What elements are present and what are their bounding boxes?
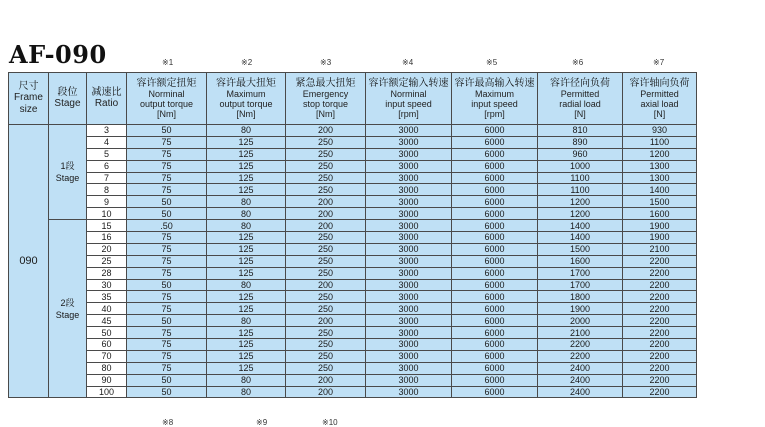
value-cell: 6000 [452, 184, 538, 196]
header-unit: [N] [574, 108, 586, 119]
value-cell: 3000 [366, 374, 452, 386]
header-en: Frame [14, 91, 43, 103]
table-row [9, 315, 697, 327]
value-cell: 80 [207, 125, 286, 137]
value-cell: 6000 [452, 386, 538, 398]
value-cell: 75 [127, 362, 207, 374]
header-ratio [87, 73, 127, 125]
value-cell: 1700 [538, 267, 623, 279]
value-cell: 125 [207, 350, 286, 362]
value-cell: 3000 [366, 160, 452, 172]
value-cell: 75 [127, 339, 207, 351]
value-cell: 3000 [366, 350, 452, 362]
value-cell: 1900 [623, 220, 697, 232]
table-row [9, 196, 697, 208]
value-cell: 75 [127, 327, 207, 339]
header-axial-load [623, 73, 697, 125]
value-cell: 6000 [452, 136, 538, 148]
stage-1-cell [49, 125, 87, 220]
value-cell: 2100 [623, 243, 697, 255]
value-cell: 6000 [452, 303, 538, 315]
note-mark: ※3 [320, 58, 332, 67]
header-zh: 容许额定扭矩 [136, 77, 197, 89]
value-cell: 2200 [623, 327, 697, 339]
value-cell: 250 [286, 160, 366, 172]
value-cell: 3000 [366, 184, 452, 196]
value-cell: 75 [127, 350, 207, 362]
ratio-cell: 30 [87, 279, 127, 291]
note-mark: ※1 [162, 58, 174, 67]
header-zh: 尺寸 [18, 80, 39, 92]
table-row [9, 208, 697, 220]
ratio-cell: 45 [87, 315, 127, 327]
value-cell: 6000 [452, 362, 538, 374]
value-cell: 6000 [452, 160, 538, 172]
header-unit: [Nm] [316, 108, 335, 119]
value-cell: 1200 [538, 208, 623, 220]
value-cell: 3000 [366, 315, 452, 327]
value-cell: 200 [286, 208, 366, 220]
header-stage [49, 73, 87, 125]
value-cell: 80 [207, 208, 286, 220]
value-cell: 3000 [366, 196, 452, 208]
table-row [9, 386, 697, 398]
value-cell: 80 [207, 315, 286, 327]
ratio-cell: 16 [87, 232, 127, 244]
header-max-speed [452, 73, 538, 125]
value-cell: 125 [207, 160, 286, 172]
note-mark: ※8 [162, 418, 174, 427]
table-row [9, 267, 697, 279]
header-en: output torque [139, 98, 194, 109]
value-cell: 2200 [623, 386, 697, 398]
value-cell: 125 [207, 136, 286, 148]
table-row [9, 279, 697, 291]
header-en: output torque [219, 98, 273, 109]
value-cell: 1500 [538, 243, 623, 255]
value-cell: 75 [127, 232, 207, 244]
value-cell: 50 [127, 125, 207, 137]
value-cell: 2200 [623, 303, 697, 315]
value-cell: 1200 [623, 148, 697, 160]
value-cell: 3000 [366, 327, 452, 339]
value-cell: 3000 [366, 291, 452, 303]
stage-label-en: Stage [55, 173, 80, 184]
table-row [9, 327, 697, 339]
value-cell: 810 [538, 125, 623, 137]
value-cell: 1600 [538, 255, 623, 267]
table-row [9, 350, 697, 362]
value-cell: 1100 [623, 136, 697, 148]
value-cell: 200 [286, 220, 366, 232]
value-cell: 80 [207, 220, 286, 232]
ratio-cell: 5 [87, 148, 127, 160]
value-cell: 6000 [452, 327, 538, 339]
header-en: axial load [640, 98, 679, 109]
table-row [9, 374, 697, 386]
value-cell: 50 [127, 374, 207, 386]
value-cell: 3000 [366, 208, 452, 220]
note-mark: ※9 [256, 418, 268, 427]
header-unit: [rpm] [398, 108, 419, 119]
value-cell: 75 [127, 303, 207, 315]
header-frame [9, 73, 49, 125]
value-cell: 2200 [623, 279, 697, 291]
value-cell: 1100 [538, 172, 623, 184]
frame-size-cell: 090 [9, 125, 49, 398]
header-unit: [Nm] [157, 108, 176, 119]
value-cell: 2200 [538, 350, 623, 362]
value-cell: 125 [207, 303, 286, 315]
value-cell: 2200 [623, 315, 697, 327]
value-cell: 250 [286, 255, 366, 267]
value-cell: 125 [207, 339, 286, 351]
value-cell: 250 [286, 267, 366, 279]
value-cell: 50 [127, 315, 207, 327]
header-row [9, 73, 697, 125]
value-cell: 250 [286, 232, 366, 244]
value-cell: 250 [286, 362, 366, 374]
header-zh: 容许额定输入转速 [368, 77, 449, 89]
spec-table-body [9, 125, 697, 398]
header-en: stop torque [302, 98, 349, 109]
value-cell: 125 [207, 172, 286, 184]
value-cell: 75 [127, 243, 207, 255]
table-row [9, 184, 697, 196]
value-cell: 1300 [623, 172, 697, 184]
ratio-cell: 7 [87, 172, 127, 184]
header-max-torque [207, 73, 286, 125]
value-cell: 1300 [623, 160, 697, 172]
value-cell: 2200 [623, 339, 697, 351]
value-cell: 1200 [538, 196, 623, 208]
value-cell: 75 [127, 172, 207, 184]
header-zh: 容许径向负荷 [550, 77, 610, 89]
value-cell: 80 [207, 386, 286, 398]
value-cell: 3000 [366, 148, 452, 160]
value-cell: 200 [286, 196, 366, 208]
header-en: Ratio [94, 97, 119, 109]
note-mark: ※5 [486, 58, 498, 67]
ratio-cell: 80 [87, 362, 127, 374]
ratio-cell: 25 [87, 255, 127, 267]
header-en: input speed [385, 98, 432, 109]
value-cell: 6000 [452, 208, 538, 220]
value-cell: 6000 [452, 267, 538, 279]
value-cell: 125 [207, 184, 286, 196]
value-cell: 250 [286, 327, 366, 339]
value-cell: 125 [207, 362, 286, 374]
value-cell: 200 [286, 279, 366, 291]
value-cell: 50 [127, 279, 207, 291]
header-en: size [19, 103, 38, 115]
value-cell: 250 [286, 339, 366, 351]
value-cell: 75 [127, 160, 207, 172]
value-cell: 2200 [538, 339, 623, 351]
value-cell: 80 [207, 279, 286, 291]
value-cell: 6000 [452, 196, 538, 208]
header-en: Norminal [148, 88, 185, 99]
ratio-cell: 3 [87, 125, 127, 137]
value-cell: 2400 [538, 386, 623, 398]
ratio-cell: 90 [87, 374, 127, 386]
value-cell: 2000 [538, 315, 623, 327]
value-cell: 3000 [366, 125, 452, 137]
header-en: Emergency [302, 88, 349, 99]
header-en: Permitted [560, 88, 600, 99]
header-en: Maximum [226, 88, 266, 99]
value-cell: 3000 [366, 339, 452, 351]
value-cell: 125 [207, 243, 286, 255]
table-row [9, 148, 697, 160]
value-cell: 890 [538, 136, 623, 148]
ratio-cell: 100 [87, 386, 127, 398]
value-cell: 1000 [538, 160, 623, 172]
value-cell: 250 [286, 172, 366, 184]
value-cell: 6000 [452, 232, 538, 244]
value-cell: 200 [286, 315, 366, 327]
value-cell: 2200 [623, 350, 697, 362]
value-cell: 125 [207, 232, 286, 244]
note-mark: ※2 [241, 58, 253, 67]
value-cell: 3000 [366, 386, 452, 398]
table-row [9, 255, 697, 267]
value-cell: 125 [207, 255, 286, 267]
value-cell: 6000 [452, 255, 538, 267]
ratio-cell: 15 [87, 220, 127, 232]
value-cell: 6000 [452, 374, 538, 386]
table-row [9, 232, 697, 244]
value-cell: 6000 [452, 220, 538, 232]
table-row [9, 160, 697, 172]
ratio-cell: 35 [87, 291, 127, 303]
header-zh: 容许最高输入转速 [454, 77, 535, 89]
value-cell: 3000 [366, 243, 452, 255]
table-row [9, 136, 697, 148]
value-cell: 2200 [623, 291, 697, 303]
value-cell: 250 [286, 303, 366, 315]
value-cell: 6000 [452, 279, 538, 291]
header-emergency-torque [286, 73, 366, 125]
value-cell: 1700 [538, 279, 623, 291]
header-en: input speed [471, 98, 518, 109]
value-cell: 6000 [452, 339, 538, 351]
value-cell: 80 [207, 196, 286, 208]
ratio-cell: 10 [87, 208, 127, 220]
value-cell: 3000 [366, 220, 452, 232]
note-mark: ※6 [572, 58, 584, 67]
table-row [9, 172, 697, 184]
value-cell: 50 [127, 208, 207, 220]
ratio-cell: 8 [87, 184, 127, 196]
value-cell: 6000 [452, 350, 538, 362]
note-mark: ※4 [402, 58, 414, 67]
value-cell: 3000 [366, 136, 452, 148]
value-cell: 6000 [452, 172, 538, 184]
value-cell: 2200 [623, 374, 697, 386]
value-cell: 75 [127, 267, 207, 279]
table-row [9, 339, 697, 351]
header-zh: 段位 [57, 86, 78, 98]
value-cell: 125 [207, 267, 286, 279]
value-cell: 3000 [366, 255, 452, 267]
value-cell: 6000 [452, 315, 538, 327]
value-cell: 200 [286, 374, 366, 386]
value-cell: 75 [127, 255, 207, 267]
value-cell: 3000 [366, 172, 452, 184]
value-cell: 125 [207, 291, 286, 303]
value-cell: 1400 [538, 232, 623, 244]
value-cell: 200 [286, 125, 366, 137]
value-cell: 50 [127, 386, 207, 398]
table-row [9, 362, 697, 374]
value-cell: 75 [127, 148, 207, 160]
header-nominal-speed [366, 73, 452, 125]
value-cell: 200 [286, 386, 366, 398]
header-en: Permitted [640, 88, 679, 99]
value-cell: 3000 [366, 232, 452, 244]
ratio-cell: 4 [87, 136, 127, 148]
header-zh: 容许最大扭矩 [216, 77, 276, 89]
header-unit: [N] [653, 108, 666, 119]
value-cell: 250 [286, 291, 366, 303]
header-en: Norminal [390, 88, 427, 99]
ratio-cell: 50 [87, 327, 127, 339]
table-row [9, 291, 697, 303]
value-cell: 1600 [623, 208, 697, 220]
stage-label: 1段 [60, 161, 75, 172]
value-cell: 960 [538, 148, 623, 160]
ratio-cell: 6 [87, 160, 127, 172]
header-en: Maximum [474, 88, 514, 99]
value-cell: 1900 [538, 303, 623, 315]
stage-2-cell [49, 220, 87, 398]
value-cell: 2100 [538, 327, 623, 339]
ratio-cell: 40 [87, 303, 127, 315]
header-radial-load [538, 73, 623, 125]
stage-label: 2段 [60, 297, 75, 308]
value-cell: 3000 [366, 362, 452, 374]
value-cell: 3000 [366, 267, 452, 279]
note-mark: ※10 [322, 418, 338, 427]
value-cell: 250 [286, 136, 366, 148]
ratio-cell: 20 [87, 243, 127, 255]
value-cell: 6000 [452, 243, 538, 255]
value-cell: 2200 [623, 362, 697, 374]
value-cell: 1100 [538, 184, 623, 196]
value-cell: 2200 [623, 255, 697, 267]
header-unit: [rpm] [484, 108, 505, 119]
value-cell: 75 [127, 136, 207, 148]
value-cell: 3000 [366, 303, 452, 315]
header-zh: 紧急最大扭矩 [295, 77, 356, 89]
header-en: Stage [54, 97, 81, 109]
spec-table [8, 72, 697, 398]
value-cell: 125 [207, 148, 286, 160]
table-row [9, 220, 697, 232]
value-cell: 125 [207, 327, 286, 339]
value-cell: 6000 [452, 291, 538, 303]
table-row [9, 303, 697, 315]
value-cell: 2200 [623, 267, 697, 279]
value-cell: 75 [127, 184, 207, 196]
header-nominal-torque [127, 73, 207, 125]
value-cell: 1400 [623, 184, 697, 196]
value-cell: 1900 [623, 232, 697, 244]
ratio-cell: 28 [87, 267, 127, 279]
value-cell: 1400 [538, 220, 623, 232]
ratio-cell: 70 [87, 350, 127, 362]
value-cell: .50 [127, 220, 207, 232]
value-cell: 6000 [452, 125, 538, 137]
ratio-cell: 60 [87, 339, 127, 351]
value-cell: 50 [127, 196, 207, 208]
value-cell: 6000 [452, 148, 538, 160]
table-row [9, 243, 697, 255]
value-cell: 1500 [623, 196, 697, 208]
ratio-cell: 9 [87, 196, 127, 208]
value-cell: 250 [286, 350, 366, 362]
stage-label-en: Stage [55, 309, 80, 320]
value-cell: 75 [127, 291, 207, 303]
value-cell: 3000 [366, 279, 452, 291]
value-cell: 2400 [538, 362, 623, 374]
value-cell: 250 [286, 184, 366, 196]
header-en: radial load [559, 98, 601, 109]
value-cell: 250 [286, 243, 366, 255]
value-cell: 80 [207, 374, 286, 386]
page-title: AF-090 [9, 40, 107, 69]
header-zh: 容许轴向负荷 [629, 77, 690, 89]
header-unit: [Nm] [236, 108, 256, 119]
table-row [9, 125, 697, 137]
value-cell: 2400 [538, 374, 623, 386]
value-cell: 250 [286, 148, 366, 160]
value-cell: 930 [623, 125, 697, 137]
header-zh: 减速比 [91, 86, 122, 98]
value-cell: 1800 [538, 291, 623, 303]
note-mark: ※7 [653, 58, 665, 67]
